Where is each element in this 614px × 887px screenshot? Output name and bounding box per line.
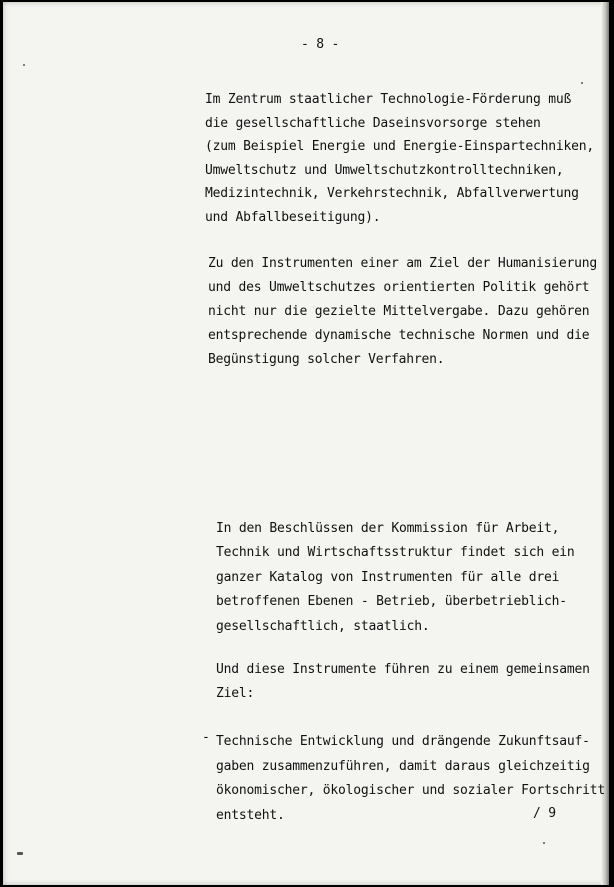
scan-speck: [23, 64, 25, 66]
text-line: und des Umweltschutzes orientierten Politik gehört: [208, 280, 590, 295]
page-number: - 8 -: [301, 37, 340, 52]
text-line: Zu den Instrumenten einer am Ziel der Humanisierung: [208, 256, 597, 271]
text-line: Medizintechnik, Verkehrstechnik, Abfallverwertung: [205, 186, 579, 201]
text-line: betroffenen Ebenen - Betrieb, überbetrieblich-: [216, 594, 567, 610]
text-line: gaben zusammenzuführen, damit daraus gleichzeitig: [216, 758, 590, 774]
text-line: Ziel:: [216, 686, 255, 701]
paragraph-common-goal: [216, 658, 590, 706]
scan-speck: [581, 82, 583, 84]
paragraph-technology-funding: [205, 88, 594, 229]
text-line: und Abfallbeseitigung).: [205, 209, 381, 225]
scan-speck: [543, 842, 545, 844]
paragraph-commission-resolutions: [216, 517, 574, 639]
text-line: Begünstigung solcher Verfahren.: [208, 352, 445, 367]
text-line: Im Zentrum staatlicher Technologie-Förderung muß: [205, 92, 572, 107]
text-line: Und diese Instrumente führen zu einem gemeinsamen: [216, 662, 590, 677]
text-line: (zum Beispiel Energie und Energie-Einspartechniken,: [205, 139, 594, 154]
paragraph-instruments-policy: [208, 252, 597, 372]
scan-speck: [17, 852, 23, 855]
text-line: In den Beschlüssen der Kommission für Arbeit,: [216, 521, 560, 536]
text-line: Technische Entwicklung und drängende Zukunftsauf-: [216, 734, 590, 749]
text-line: ökonomischer, ökologischer und sozialer Fortschritt: [216, 783, 605, 799]
bullet-dash: -: [202, 730, 210, 745]
text-line: ganzer Katalog von Instrumenten für alle drei: [216, 569, 560, 585]
document-page: [3, 2, 609, 885]
text-line: Umweltschutz und Umweltschutzkontrolltechniken,: [205, 162, 564, 178]
next-page-reference: / 9: [533, 806, 556, 821]
text-line: die gesellschaftliche Daseinsvorsorge stehen: [205, 115, 541, 131]
text-line: Technik und Wirtschaftsstruktur findet sich ein: [216, 545, 575, 561]
text-line: nicht nur die gezielte Mittelvergabe. Dazu gehören: [208, 304, 590, 319]
text-line: entsprechende dynamische technische Normen und die: [208, 328, 590, 343]
text-line: entsteht.: [216, 807, 285, 823]
text-line: gesellschaftlich, staatlich.: [216, 618, 430, 634]
